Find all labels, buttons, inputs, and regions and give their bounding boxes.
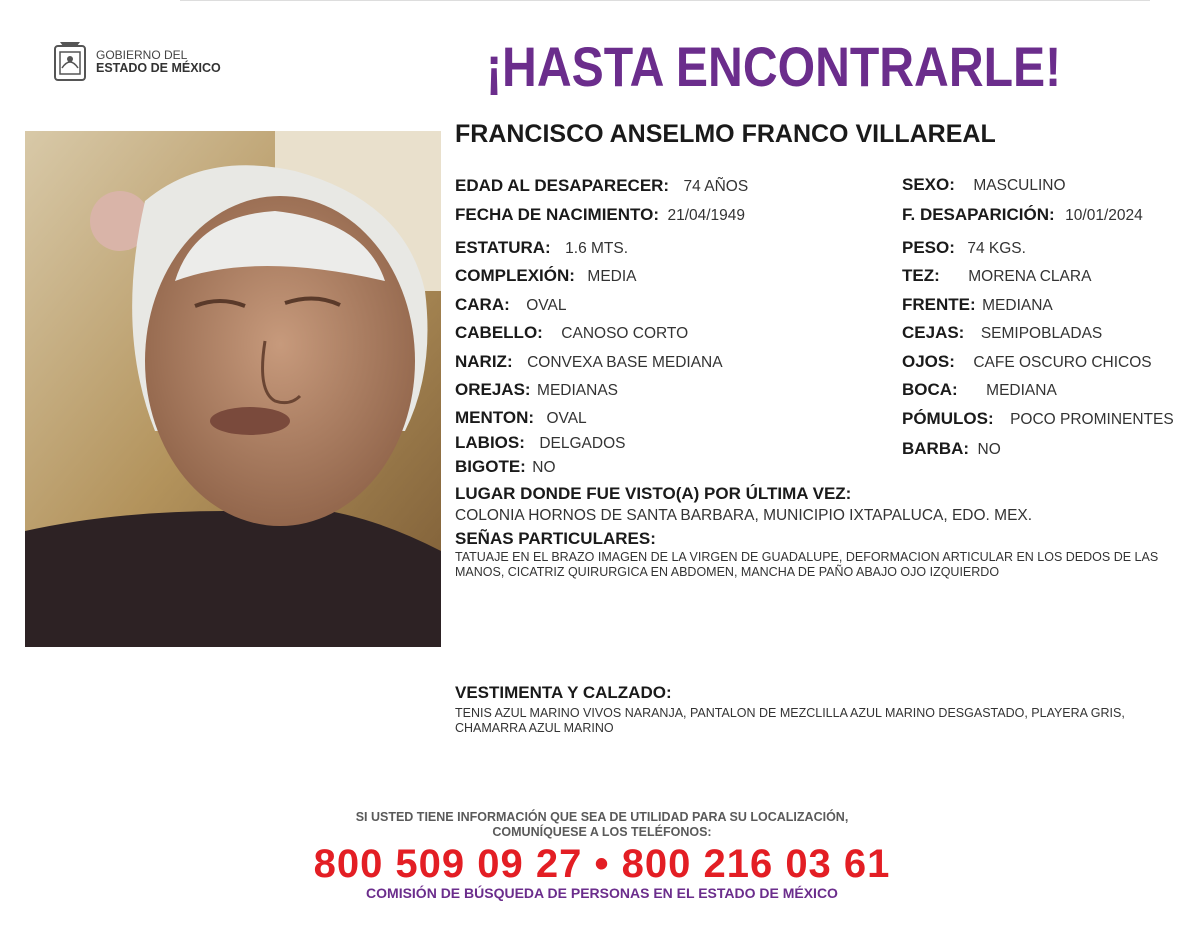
logo-line1: GOBIERNO DEL [96, 48, 188, 62]
field-label: OJOS: [902, 352, 955, 371]
field-label: BIGOTE: [455, 457, 526, 476]
field-value: SEMIPOBLADAS [980, 325, 1103, 342]
field-weight [902, 238, 1026, 258]
field-hair [455, 323, 688, 343]
field-chin [455, 408, 587, 428]
field-label: EDAD AL DESAPARECER: [455, 176, 670, 195]
field-value: POCO PROMINENTES [1010, 411, 1174, 428]
field-label: OREJAS: [455, 380, 531, 399]
field-eyes [902, 352, 1152, 372]
field-value: 74 AÑOS [683, 178, 749, 195]
field-value: DELGADOS [539, 435, 626, 452]
field-label: PESO: [902, 238, 955, 257]
person-name: FRANCISCO ANSELMO FRANCO VILLAREAL [455, 120, 996, 148]
last-seen-title: LUGAR DONDE FUE VISTO(A) POR ÚLTIMA VEZ: [455, 484, 852, 503]
contact-note-line1: SI USTED TIENE INFORMACIÓN QUE SEA DE UTILIDAD PARA SU LOCALIZACIÓN, [355, 810, 849, 824]
logo-line2: ESTADO DE MÉXICO [96, 61, 221, 75]
field-label: CARA: [455, 295, 510, 314]
field-mouth [902, 380, 1057, 400]
field-sex [902, 175, 1066, 195]
field-value: NO [977, 441, 1001, 458]
missing-person-photo [25, 131, 441, 647]
field-forehead [902, 295, 1053, 315]
field-age [455, 176, 748, 196]
field-value: 74 KGS. [967, 240, 1026, 257]
coat-of-arms-icon [52, 40, 88, 84]
clothing-title: VESTIMENTA Y CALZADO: [455, 683, 672, 702]
contact-note-line2: COMUNÍQUESE A LOS TELÉFONOS: [492, 825, 712, 839]
government-logo [52, 40, 221, 84]
field-value: MEDIANAS [537, 382, 618, 399]
field-face [455, 295, 566, 315]
field-value: 21/04/1949 [667, 207, 746, 224]
commission-name: COMISIÓN DE BÚSQUEDA DE PERSONAS EN EL ESTADO DE MÉXICO [366, 885, 838, 901]
field-value: 1.6 MTS. [565, 240, 629, 257]
field-birth-date [455, 205, 745, 225]
field-disappearance-date [902, 205, 1143, 225]
top-divider [180, 0, 1150, 1]
field-label: NARIZ: [455, 352, 513, 371]
field-height [455, 238, 628, 258]
field-label: LABIOS: [455, 433, 525, 452]
field-complexion [902, 266, 1091, 286]
field-value: CANOSO CORTO [561, 325, 689, 342]
field-value: NO [532, 459, 556, 476]
field-value: MEDIANA [986, 382, 1057, 399]
field-value: MEDIA [587, 268, 637, 285]
field-label: F. DESAPARICIÓN: [902, 205, 1055, 224]
headline: ¡HASTA ENCONTRARLE! [486, 35, 1062, 98]
field-label: BARBA: [902, 439, 970, 458]
field-eyebrows [902, 323, 1102, 343]
field-value: MORENA CLARA [968, 268, 1092, 285]
field-label: FRENTE: [902, 295, 976, 314]
field-lips [455, 433, 625, 453]
phone-numbers: 800 509 09 27 • 800 216 03 61 [313, 842, 891, 886]
field-build [455, 266, 637, 286]
marks-text: TATUAJE EN EL BRAZO IMAGEN DE LA VIRGEN DE GUADALUPE, DEFORMACION ARTICULAR EN LOS DEDOS DE LAS MANOS, CICATRIZ QUIRURGICA EN ABDOMEN, MANCHA DE PAÑO ABAJO OJO IZQUIERDO [455, 550, 1159, 579]
field-label: PÓMULOS: [902, 409, 994, 428]
field-label: BOCA: [902, 380, 958, 399]
field-beard [902, 439, 1001, 459]
field-label: MENTON: [455, 408, 535, 427]
field-mustache [455, 457, 556, 477]
field-value: MASCULINO [973, 177, 1066, 194]
clothing-text: TENIS AZUL MARINO VIVOS NARANJA, PANTALON DE MEZCLILLA AZUL MARINO DESGASTADO, PLAYERA GRIS, CHAMARRA AZUL MARINO [455, 706, 1125, 735]
marks-title: SEÑAS PARTICULARES: [455, 529, 656, 548]
field-value: CONVEXA BASE MEDIANA [527, 354, 723, 371]
field-label: CABELLO: [455, 323, 543, 342]
field-label: COMPLEXIÓN: [455, 266, 575, 285]
field-value: MEDIANA [982, 297, 1053, 314]
field-cheekbones [902, 409, 1174, 429]
field-value: 10/01/2024 [1065, 207, 1143, 224]
field-ears [455, 380, 618, 400]
field-label: SEXO: [902, 175, 955, 194]
field-label: TEZ: [902, 266, 940, 285]
field-label: FECHA DE NACIMIENTO: [455, 205, 659, 224]
field-label: CEJAS: [902, 323, 965, 342]
field-value: CAFE OSCURO CHICOS [973, 354, 1152, 371]
field-value: OVAL [526, 297, 567, 314]
field-label: ESTATURA: [455, 238, 551, 257]
contact-note [0, 810, 1204, 840]
last-seen-text: COLONIA HORNOS DE SANTA BARBARA, MUNICIPIO IXTAPALUCA, EDO. MEX. [455, 507, 1033, 524]
field-value: OVAL [546, 410, 587, 427]
field-nose [455, 352, 723, 372]
